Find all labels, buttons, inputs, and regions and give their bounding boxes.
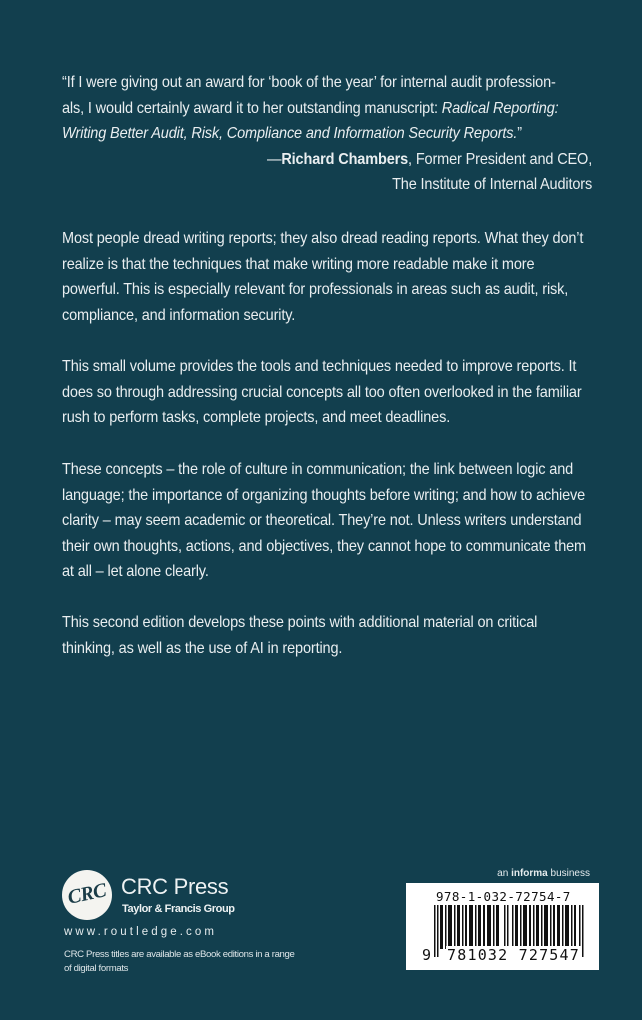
endorsement-quote	[62, 70, 592, 198]
publisher-name: CRC Press	[121, 874, 229, 899]
book-title-part-2: Writing Better Audit, Risk, Compliance and Information Security Reports.	[62, 125, 518, 143]
ean-digits: 781032 727547	[447, 946, 580, 964]
crc-logo-text: CRC	[65, 879, 109, 909]
paragraph-text: These concepts – the role of culture in communication; the link between logic and language; the importance of organizing thoughts before writing; and how to achieve clarity – may seem academic or theoretical. They’re not. Unless writers understand their own thoughts, actions, and objectives, they cannot hope to communicate them at all – let alone clearly.	[62, 461, 586, 581]
quote-text	[62, 70, 592, 147]
publisher-group: Taylor & Francis Group	[122, 903, 235, 915]
quote-line-2: als, I would certainly award it to her outstanding manuscript:	[62, 99, 442, 117]
description-paragraph-1	[62, 226, 592, 328]
endorser-role: , Former President and CEO,	[408, 150, 593, 168]
paragraph-text: This small volume provides the tools and techniques needed to improve reports. It does so through addressing crucial concepts all too often overlooked in the familiar rush to perform tasks, complete projects, and meet deadlines.	[62, 358, 582, 427]
informa-suffix: business	[547, 868, 590, 879]
publisher-url[interactable]: www.routledge.com	[64, 926, 218, 938]
ean-first-digit: 9	[422, 946, 432, 964]
informa-tagline	[497, 868, 590, 879]
attribution-dash: —	[266, 150, 282, 168]
isbn-label: 978-1-032-72754-7	[436, 889, 571, 904]
informa-brand: informa	[511, 868, 548, 879]
description-paragraph-3	[62, 457, 592, 585]
description-paragraph-4	[62, 610, 592, 661]
closing-quote: ”	[517, 125, 522, 143]
endorser-organization: The Institute of Internal Auditors	[392, 176, 593, 194]
quote-line-1: “If I were giving out an award for ‘book of the year’ for internal audit profession-	[62, 74, 556, 91]
description-paragraph-2	[62, 354, 592, 431]
endorser-name: Richard Chambers	[281, 150, 409, 168]
ebook-note: CRC Press titles are available as eBook editions in a range of digital formats	[64, 949, 295, 974]
isbn-barcode	[406, 883, 599, 970]
paragraph-text: This second edition develops these points with additional material on critical thinking, as well as the use of AI in reporting.	[62, 614, 538, 657]
book-title-part-1: Radical Reporting:	[441, 99, 559, 117]
crc-logo-icon	[62, 870, 112, 920]
paragraph-text: Most people dread writing reports; they also dread reading reports. What they don’t realize is that the techniques that make writing more readable make it more powerful. This is especially relevant for professionals in areas such as audit, risk, compliance, and information security.	[62, 230, 584, 324]
attribution	[62, 147, 592, 173]
informa-prefix: an	[497, 868, 512, 879]
